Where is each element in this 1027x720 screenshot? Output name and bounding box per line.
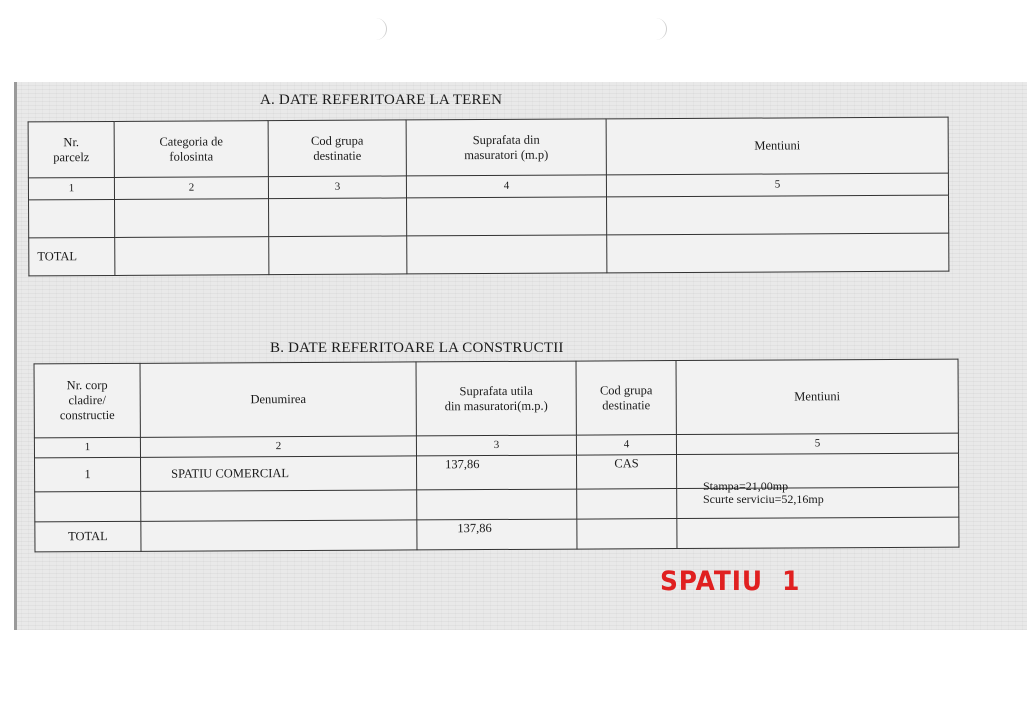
punch-hole-mark: [372, 18, 387, 40]
header-suprafata: Suprafata din masuratori (m.p): [406, 119, 606, 176]
space-label: SPATIU 1: [660, 566, 801, 597]
header-nr-parcela: Nr. parcelz: [28, 121, 114, 177]
header-mentiuni: Mentiuni: [676, 359, 958, 434]
land-table-header-row: [28, 117, 948, 178]
land-table: [28, 117, 950, 277]
total-value: 137,86: [417, 519, 577, 550]
column-number: 5: [606, 173, 948, 197]
column-number: 4: [406, 175, 606, 198]
row-mentiuni: Stampa=21,00mp Scurte serviciu=52,16mp: [703, 479, 824, 506]
header-mentiuni: Mentiuni: [606, 117, 948, 175]
section-a-title: A. DATE REFERITOARE LA TEREN: [260, 92, 503, 108]
total-label: TOTAL: [29, 237, 115, 275]
column-number: 4: [576, 435, 676, 456]
punch-hole-mark: [652, 18, 667, 40]
construction-table-header-row: [34, 359, 958, 438]
section-b-title: B. DATE REFERITOARE LA CONSTRUCTII: [270, 340, 564, 356]
column-number: 2: [140, 436, 416, 457]
construction-table: [34, 359, 960, 553]
column-number: 1: [34, 437, 140, 458]
column-number: 3: [268, 176, 406, 199]
column-number: 3: [416, 435, 576, 456]
header-nr-corp: Nr. corp cladire/ constructie: [34, 363, 140, 438]
column-number: 1: [28, 177, 114, 199]
row-suprafata: 137,86: [417, 455, 577, 490]
header-cod-grupa: Cod grupa destinatie: [576, 361, 676, 436]
construction-table-total-row: [35, 517, 959, 552]
land-table-total-row: [29, 233, 949, 276]
scan-edge: [14, 82, 17, 630]
row-cod: CAS: [576, 455, 676, 490]
header-suprafata-utila: Suprafata utila din masuratori(m.p.): [416, 361, 576, 436]
header-categoria: Categoria de folosinta: [114, 121, 268, 178]
column-number: 2: [114, 177, 268, 200]
land-table-row: [29, 195, 949, 238]
row-nr: 1: [35, 457, 141, 492]
column-number: 5: [676, 433, 958, 454]
header-denumirea: Denumirea: [140, 362, 416, 437]
row-denumirea: SPATIU COMERCIAL: [141, 456, 417, 491]
total-label: TOTAL: [35, 521, 141, 552]
header-cod-grupa: Cod grupa destinatie: [268, 120, 406, 177]
